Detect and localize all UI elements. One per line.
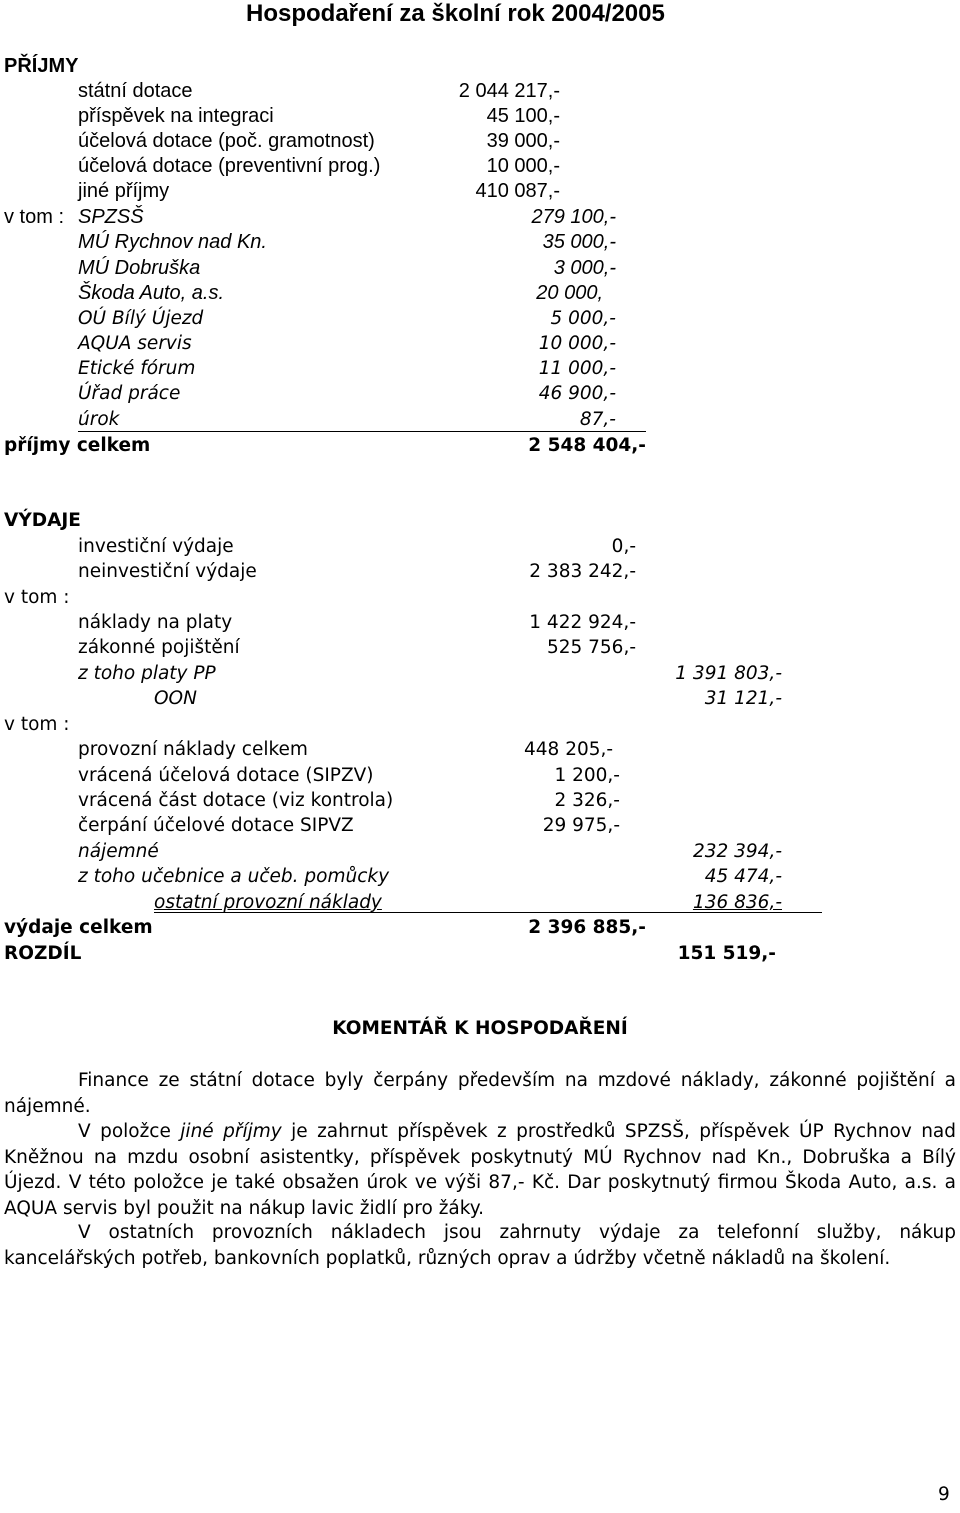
income-value-other: 410 087,- bbox=[475, 180, 560, 202]
income-other-label-mu-rychnov: MÚ Rychnov nad Kn. bbox=[78, 231, 267, 253]
income-vtom-label: v tom : bbox=[4, 206, 65, 228]
expenses-total-value: 2 396 885,- bbox=[528, 917, 646, 938]
expenses-other-op-rule bbox=[154, 912, 822, 913]
expenses-books-value: 45 474,- bbox=[704, 866, 782, 887]
comment-heading: KOMENTÁŘ K HOSPODAŘENÍ bbox=[332, 1018, 628, 1039]
expenses-returned-part-label: vrácená část dotace (viz kontrola) bbox=[78, 790, 394, 811]
income-heading: PŘÍJMY bbox=[4, 55, 79, 77]
expenses-oon-value: 31 121,- bbox=[704, 688, 782, 709]
comment-paragraph-2 bbox=[4, 1119, 956, 1221]
comment-p2-after: je zahrnut příspěvek z prostředků SPZSŠ, příspěvek ÚP Rychnov nad Kněžnou na mzdu osobní asistentky, příspěvek poskytnutý MÚ Rychnov nad Kn., Dobruška a Bílý Újezd. V této položce je také obsažen úrok ve výši 87,- Kč. Dar poskytnutý firmou Škoda Auto, a.s. a AQUA servis byl použit na nákup lavic židlí pro žáky. bbox=[4, 1121, 957, 1219]
expenses-pp-label: z toho platy PP bbox=[78, 663, 216, 684]
income-other-value-urok: 87,- bbox=[579, 409, 616, 430]
income-value-integration: 45 100,- bbox=[486, 105, 560, 127]
expenses-returned-part-value: 2 326,- bbox=[554, 790, 620, 811]
difference-value: 151 519,- bbox=[677, 943, 776, 964]
expenses-noninvestment-label: neinvestiční výdaje bbox=[78, 561, 257, 582]
income-other-value-eticke-forum: 11 000,- bbox=[538, 358, 616, 379]
income-label-other: jiné příjmy bbox=[78, 180, 170, 202]
income-total-rule bbox=[78, 431, 646, 432]
income-value-state-subsidy: 2 044 217,- bbox=[458, 80, 560, 102]
expenses-returned-sipzv-label: vrácená účelová dotace (SIPZV) bbox=[78, 765, 374, 786]
expenses-pp-value: 1 391 803,- bbox=[675, 663, 782, 684]
comment-p1-text: Finance ze státní dotace byly čerpány především na mzdové náklady, zákonné pojištění a nájemné. bbox=[4, 1070, 956, 1117]
income-other-label-mu-dobruska: MÚ Dobruška bbox=[78, 257, 201, 279]
comment-p2-italic: jiné příjmy bbox=[180, 1121, 282, 1142]
expenses-insurance-label: zákonné pojištění bbox=[78, 637, 240, 658]
page-title: Hospodaření za školní rok 2004/2005 bbox=[246, 0, 665, 27]
income-other-value-ou-bily-ujezd: 5 000,- bbox=[550, 308, 616, 329]
income-other-label-ou-bily-ujezd: OÚ Bílý Újezd bbox=[78, 308, 204, 329]
expenses-vtom-label: v tom : bbox=[4, 587, 70, 608]
income-label-literacy: účelová dotace (poč. gramotnost) bbox=[78, 130, 375, 152]
income-value-prevention: 10 000,- bbox=[486, 155, 560, 177]
difference-label: ROZDÍL bbox=[4, 943, 82, 964]
comment-p2-before: V položce bbox=[78, 1121, 181, 1142]
expenses-total-label: výdaje celkem bbox=[4, 917, 153, 938]
comment-paragraph-3 bbox=[4, 1220, 956, 1271]
expenses-rent-value: 232 394,- bbox=[692, 841, 782, 862]
expenses-operating-label: provozní náklady celkem bbox=[78, 739, 308, 760]
income-total-label: příjmy celkem bbox=[4, 435, 151, 456]
expenses-oon-label: OON bbox=[154, 688, 197, 709]
expenses-operating-value: 448 205,- bbox=[524, 739, 614, 760]
expenses-books-label: z toho učebnice a učeb. pomůcky bbox=[78, 866, 390, 887]
comment-paragraph-1 bbox=[4, 1068, 956, 1119]
income-other-label-urok: úrok bbox=[78, 409, 120, 430]
income-other-value-mu-rychnov: 35 000,- bbox=[542, 231, 616, 253]
expenses-sipvz-value: 29 975,- bbox=[542, 815, 620, 836]
income-label-prevention: účelová dotace (preventivní prog.) bbox=[78, 155, 381, 177]
income-other-value-skoda: 20 000, bbox=[536, 282, 603, 304]
income-other-label-eticke-forum: Etické fórum bbox=[78, 358, 196, 379]
expenses-heading: VÝDAJE bbox=[4, 510, 81, 531]
income-other-label-aqua: AQUA servis bbox=[78, 333, 192, 354]
expenses-other-op-label: ostatní provozní náklady bbox=[154, 892, 382, 913]
comment-p3-text: V ostatních provozních nákladech jsou zahrnuty výdaje za telefonní služby, nákup kancelářských potřeb, bankovních poplatků, různých oprav a údržby včetně nákladů na školení. bbox=[4, 1222, 956, 1269]
expenses-other-op-value: 136 836,- bbox=[692, 892, 782, 913]
income-label-integration: příspěvek na integraci bbox=[78, 105, 274, 127]
income-other-label-urad-prace: Úřad práce bbox=[78, 383, 181, 404]
income-other-value-spzss: 279 100,- bbox=[531, 206, 616, 228]
expenses-investment-value: 0,- bbox=[611, 536, 636, 557]
income-other-label-spzss: SPZSŠ bbox=[78, 206, 144, 228]
expenses-insurance-value: 525 756,- bbox=[546, 637, 636, 658]
expenses-salaries-value: 1 422 924,- bbox=[529, 612, 636, 633]
income-total-value: 2 548 404,- bbox=[528, 435, 646, 456]
expenses-returned-sipzv-value: 1 200,- bbox=[554, 765, 620, 786]
income-other-value-urad-prace: 46 900,- bbox=[538, 383, 616, 404]
expenses-sipvz-label: čerpání účelové dotace SIPVZ bbox=[78, 815, 354, 836]
expenses-rent-label: nájemné bbox=[78, 841, 159, 862]
expenses-investment-label: investiční výdaje bbox=[78, 536, 234, 557]
income-other-label-skoda: Škoda Auto, a.s. bbox=[78, 282, 225, 304]
expenses-vtom-label-2: v tom : bbox=[4, 714, 70, 735]
income-label-state-subsidy: státní dotace bbox=[78, 80, 193, 102]
expenses-noninvestment-value: 2 383 242,- bbox=[529, 561, 636, 582]
page-number: 9 bbox=[938, 1484, 950, 1505]
expenses-salaries-label: náklady na platy bbox=[78, 612, 233, 633]
income-value-literacy: 39 000,- bbox=[486, 130, 560, 152]
income-other-value-mu-dobruska: 3 000,- bbox=[553, 257, 616, 279]
income-other-value-aqua: 10 000,- bbox=[538, 333, 616, 354]
